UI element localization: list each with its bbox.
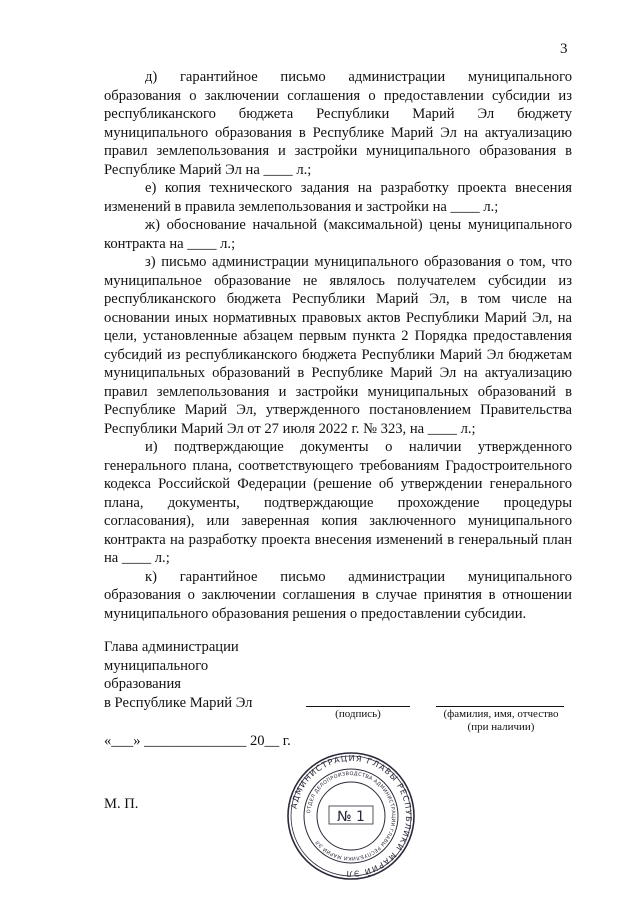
name-caption-note: (при наличии) xyxy=(467,721,535,733)
paragraph-z: з) письмо администрации муниципального образования о том, что муниципальное образование не являлось получателем субсидии из республиканского бюджета Республики Марий Эл, в том числе на основании иных нормативных правовых актов Республики Марий Эл, на цели, установленные абзацем первым пункта 2 Порядка предоставления субсидий из республиканского бюджета Республики Марий Эл бюджетам муниципальных образований в Республике Марий Эл на актуализацию правил землепользования и застройки муниципальных образований в Республике Марий Эл, утвержденного постановлением Правительства Республики Марий Эл от 27 июля 2022 г. № 323, на ____ л.; xyxy=(104,254,572,437)
name-caption: (фамилия, имя, отчество xyxy=(443,708,559,720)
paragraph-k: к) гарантийное письмо администрации муниципального образования о заключении соглашения в случае принятия в отношении муниципального образования решения о предоставлении субсидии. xyxy=(104,568,572,622)
date-line: «___» ______________ 20__ г. xyxy=(104,733,291,749)
signature-title-line: муниципального xyxy=(104,657,209,674)
signature-underline xyxy=(306,706,410,707)
paragraph-d: д) гарантийное письмо администрации муниципального образования о заключении соглашения о предоставлении субсидии из республиканского бюджета Республики Марий Эл бюджету муниципального образования в Республике Марий Эл на актуализацию правил землепользования и застройки муниципального образования в Республике Марий Эл на ____ л.; xyxy=(104,69,572,178)
stamp-inner-text: ОТДЕЛ ДЕЛОПРОИЗВОДСТВА АДМИНИСТРАЦИИ ГЛАВЫ РЕСПУБЛИКИ МАРИЙ ЭЛ xyxy=(306,770,397,862)
stamp-center-number: № 1 xyxy=(337,809,365,825)
signature-title-line: в Республике Марий Эл xyxy=(104,694,253,711)
document-body xyxy=(104,68,572,623)
seal-place-label: М. П. xyxy=(104,796,139,812)
signature-caption: (подпись) xyxy=(335,708,381,720)
signature-title-line: Глава администрации xyxy=(104,639,239,655)
page-number: 3 xyxy=(560,41,568,57)
signature-block xyxy=(104,638,252,712)
name-underline xyxy=(436,706,564,707)
stamp-outer-text: АДМИНИСТРАЦИЯ ГЛАВЫ РЕСПУБЛИКИ МАРИЙ ЭЛ xyxy=(289,753,414,879)
paragraph-zh: ж) обоснование начальной (максимальной) цены муниципального контракта на ____ л.; xyxy=(104,217,572,252)
paragraph-e: е) копия технического задания на разработку проекта внесения изменений в правила землепользования и застройки на ____ л.; xyxy=(104,180,572,215)
paragraph-i: и) подтверждающие документы о наличии утвержденного генерального плана, соответствующего требованиям Градостроительного кодекса Российской Федерации (решение об утверждении генерального плана, документы, подтверждающие прохождение процедуры согласования), или заверенная копия заключенного муниципального контракта на разработку проекта внесения изменений в генеральный план на ____ л.; xyxy=(104,439,572,566)
official-stamp xyxy=(286,751,416,881)
signature-title-line: образования xyxy=(104,676,181,692)
